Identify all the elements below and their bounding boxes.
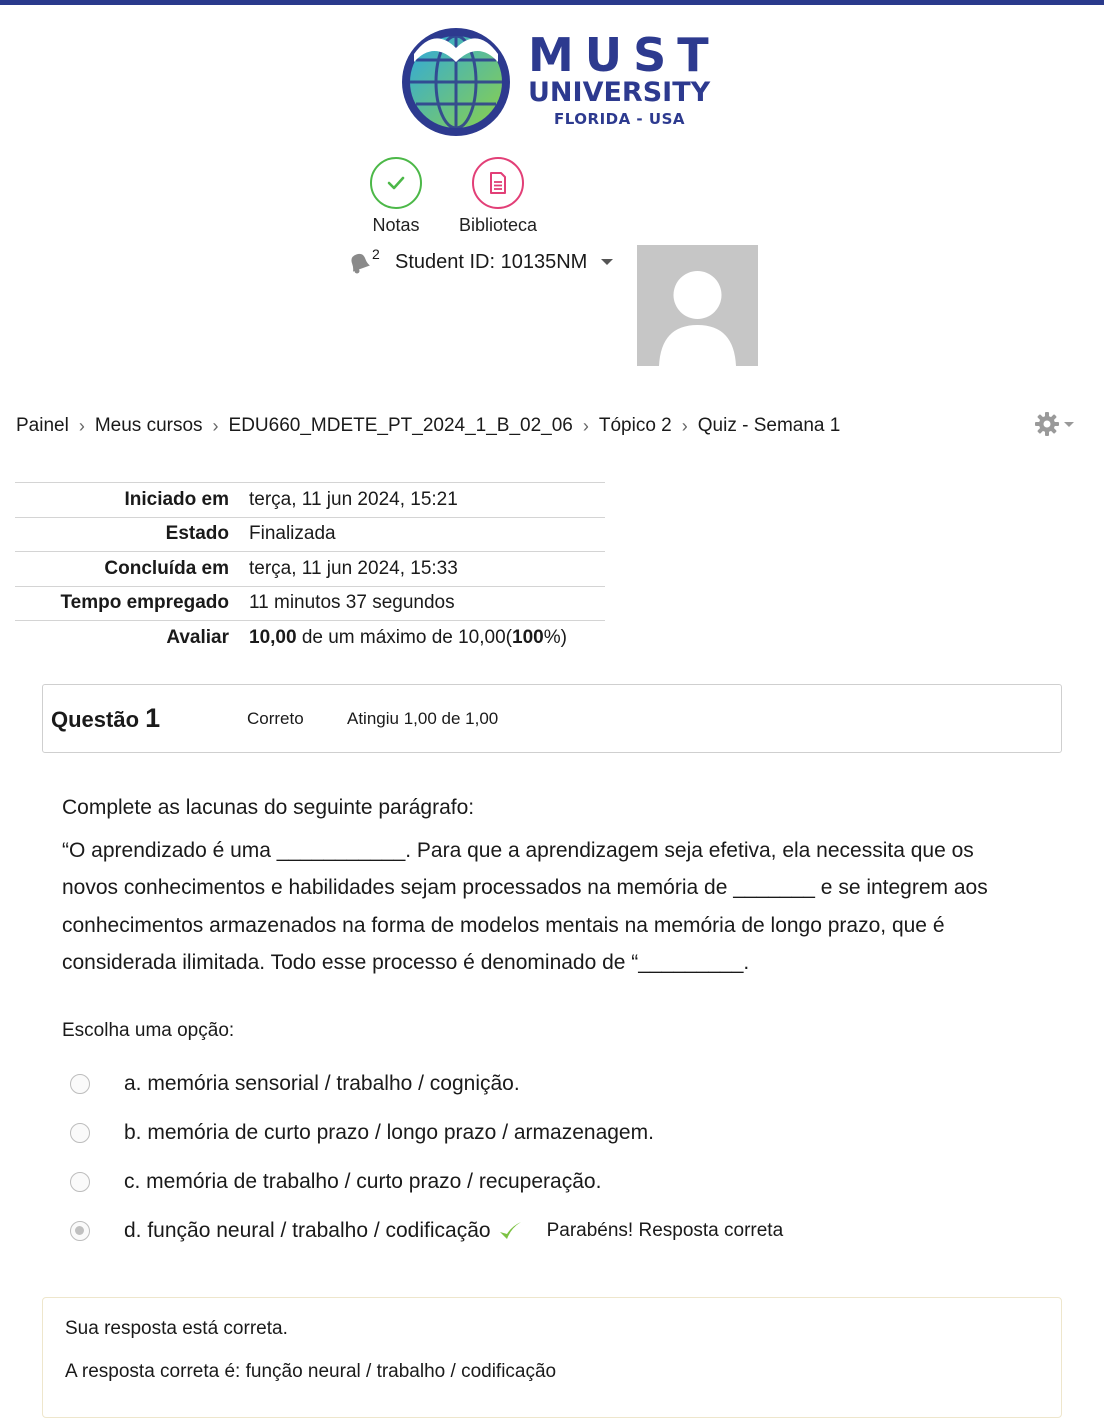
logo-university-text: UNIVERSITY	[528, 77, 711, 108]
option-text: a. memória sensorial / trabalho / cognição.	[124, 1072, 520, 1096]
radio-button[interactable]	[70, 1123, 90, 1143]
notification-count: 2	[372, 246, 380, 262]
chevron-down-icon	[1064, 422, 1074, 427]
question-prompt: Complete as lacunas do seguinte parágrafo:	[62, 796, 475, 819]
state-value: Finalizada	[249, 523, 336, 545]
notifications-button[interactable]	[346, 246, 380, 275]
bell-icon	[346, 249, 372, 275]
answer-option-a[interactable]	[70, 1060, 783, 1109]
question-title	[51, 703, 247, 734]
grade-value	[249, 621, 605, 656]
grade-end: %)	[543, 627, 567, 648]
logo-location-text: FLORIDA - USA	[554, 110, 685, 128]
time-label: Tempo empregado	[60, 592, 229, 614]
university-logo[interactable]	[394, 22, 724, 138]
quick-link-label: Biblioteca	[458, 215, 538, 235]
question-state: Correto	[247, 708, 304, 728]
breadcrumb-quiz[interactable]: Quiz - Semana 1	[697, 415, 841, 436]
grade-percent: 100	[512, 627, 544, 648]
chevron-right-icon: ›	[681, 415, 688, 436]
table-row	[15, 517, 605, 552]
table-row	[15, 483, 605, 518]
general-feedback: Sua resposta está correta.	[65, 1318, 288, 1339]
user-bar	[346, 248, 613, 276]
attempt-summary-table	[15, 482, 605, 655]
question-text	[62, 789, 1022, 987]
table-row	[15, 552, 605, 587]
option-feedback: Parabéns! Resposta correta	[546, 1219, 784, 1241]
top-accent-bar	[0, 0, 1104, 5]
logo-must-text: MUST	[528, 28, 720, 82]
time-value: 11 minutos 37 segundos	[249, 592, 455, 614]
chevron-right-icon: ›	[78, 415, 85, 436]
started-label: Iniciado em	[124, 488, 229, 510]
grade-score: 10,00	[249, 627, 297, 648]
chevron-right-icon: ›	[582, 415, 589, 436]
avatar[interactable]	[637, 245, 758, 366]
completed-label: Concluída em	[104, 557, 229, 579]
answer-option-d[interactable]	[70, 1206, 783, 1255]
breadcrumb-topic[interactable]: Tópico 2	[598, 415, 672, 436]
completed-value: terça, 11 jun 2024, 15:33	[249, 557, 458, 579]
chevron-right-icon: ›	[212, 415, 219, 436]
general-feedback-box	[42, 1297, 1062, 1418]
table-row	[15, 621, 605, 656]
checkmark-icon	[497, 1218, 523, 1244]
breadcrumb-course[interactable]: EDU660_MDETE_PT_2024_1_B_02_06	[228, 415, 573, 436]
settings-menu[interactable]	[1034, 411, 1074, 437]
option-text: d. função neural / trabalho / codificação	[124, 1218, 491, 1242]
question-number: 1	[145, 703, 161, 733]
document-icon	[472, 157, 524, 209]
gear-icon	[1034, 411, 1060, 437]
quick-link-label: Notas	[372, 215, 420, 235]
breadcrumb-painel[interactable]: Painel	[16, 415, 69, 436]
user-silhouette-icon	[637, 245, 758, 366]
breadcrumb	[16, 415, 840, 437]
quick-link-notas[interactable]	[346, 157, 446, 236]
option-text: b. memória de curto prazo / longo prazo / armazenagem.	[124, 1121, 654, 1145]
question-grade: Atingiu 1,00 de 1,00	[347, 708, 499, 728]
grade-label: Avaliar	[166, 627, 229, 648]
breadcrumb-meus-cursos[interactable]: Meus cursos	[94, 415, 203, 436]
quick-link-biblioteca[interactable]	[448, 157, 548, 236]
grade-mid: de um máximo de 10,00(	[296, 627, 512, 648]
choose-option-label: Escolha uma opção:	[62, 1020, 235, 1041]
answer-option-c[interactable]	[70, 1158, 783, 1207]
radio-button[interactable]	[70, 1074, 90, 1094]
table-row	[15, 586, 605, 621]
radio-button-selected[interactable]	[70, 1221, 90, 1241]
check-circle-icon	[370, 157, 422, 209]
answer-option-b[interactable]	[70, 1109, 783, 1158]
right-answer: A resposta correta é: função neural / trabalho / codificação	[65, 1361, 557, 1382]
question-title-text: Questão	[51, 707, 140, 732]
question-info-box	[42, 684, 1062, 753]
started-value: terça, 11 jun 2024, 15:21	[249, 488, 458, 510]
question-paragraph: “O aprendizado é uma ___________. Para que a aprendizagem seja efetiva, ela necessita que os novos conhecimentos e habilidades sejam processados na memória de _______ e se integrem aos conhecimentos armazenados na forma de modelos mentais na memória de longo prazo, que é considerada ilimitada. Todo esse processo é denominado de “_________.	[62, 838, 988, 974]
answer-options	[70, 1060, 783, 1255]
option-text: c. memória de trabalho / curto prazo / recuperação.	[124, 1169, 602, 1193]
radio-button[interactable]	[70, 1172, 90, 1192]
chevron-down-icon[interactable]	[601, 259, 613, 265]
user-menu-toggle[interactable]: Student ID: 10135NM	[395, 250, 588, 273]
globe-logo-icon	[394, 22, 518, 138]
state-label: Estado	[165, 523, 229, 545]
